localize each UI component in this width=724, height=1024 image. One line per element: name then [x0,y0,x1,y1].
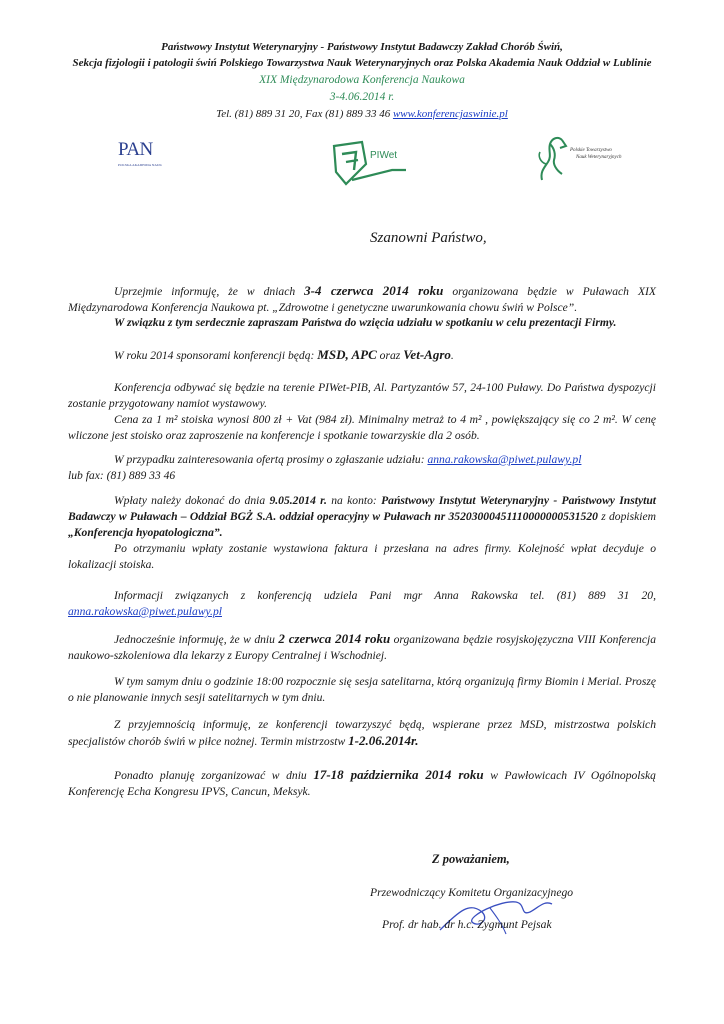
text-span: W przypadku zainteresowania ofertą prosimy o zgłaszanie udziału: [114,453,428,466]
pan-logo [118,140,162,176]
contact-phone-fax: Tel. (81) 889 31 20, Fax (81) 889 33 46 [216,108,393,120]
paragraph-registration [68,452,656,468]
ptnw-logo-line2: Nauk Weterynaryjnych [576,155,622,160]
text-span: Z przyjemnością informuję, ze konferencji towarzyszyć będą, wspierane przez MSD, mistrzostwa polskich specjalistów chorób świń w piłce nożnej. Termin mistrzostw [68,718,656,748]
paragraph-info-contact [68,588,656,620]
paragraph-invite-firms: W związku z tym serdecznie zapraszam Państwa do wzięcia udziału w spotkaniu w celu prezentacji Firmy. [114,316,617,329]
sponsor-vetagro: Vet-Agro [403,347,451,362]
signatory-name: Prof. dr hab. dr h.c. Zygmunt Pejsak [382,918,552,931]
text-span: Uprzejmie informuję, że w dniach [114,285,305,298]
greeting: Szanowni Państwo, [370,230,487,246]
text-span: oraz [376,349,404,362]
paragraph-invitation [68,283,656,316]
email-link[interactable]: anna.rakowska@piwet.pulawy.pl [427,453,582,466]
paragraph-sponsors [68,347,656,364]
closing-text: Z poważaniem, [432,852,510,866]
signatory-role: Przewodniczący Komitetu Organizacyjnego [370,886,574,899]
horse-icon [536,134,572,184]
sponsors-msd-apc: MSD, APC [317,347,377,362]
paragraph-football [68,717,656,750]
text-span: . [450,349,454,362]
text-span: na konto: [326,494,382,507]
paragraph-satellite-session: W tym samym dniu o godzinie 18:00 rozpocznie się sesja satelitarna, którą organizują firmy Biomin i Merial. Proszę o nie planowanie innych sesji satelitarnych w tym dniu. [68,675,656,704]
paragraph-fax: lub fax: (81) 889 33 46 [68,469,176,482]
text-span: organizowana będzie rosyjskojęzyczna VIII Konferencja naukowo-szkoleniowa dla lekarzy z Europy Centralnej i Wschodniej. [68,633,657,662]
paragraph-invoice: Po otrzymaniu wpłaty zostanie wystawiona faktura i przesłana na adres firmy. Kolejność wpłat decyduje o lokalizacji stoiska. [68,542,656,571]
ipvs-dates: 17-18 października 2014 roku [313,767,484,782]
text-span: Jednocześnie informuję, że w dniu [114,633,279,646]
handwritten-signature [430,890,560,940]
text-span: organizowana będzie w Puławach XIX Międzynarodowa Konferencja Naukowa pt. „Zdrowotne i genetyczne uwarunkowania chowu świń w Polsce”. [68,285,656,314]
piwet-logo-text: PIWet [370,150,398,161]
ptnw-logo [536,134,636,184]
bank-account: Państwowy Instytut Weterynaryjny - Państwowy Instytut Badawczy w Puławach – Oddział BGŻ S.A. oddział operacyjny w Puławach nr 35203000451110000000531520 [68,494,656,523]
email-link-2[interactable]: anna.rakowska@piwet.pulawy.pl [68,605,222,618]
text-span: z dopiskiem [597,510,656,523]
header-contact [0,108,724,120]
text-span: Informacji związanych z konferencją udziela Pani mgr Anna Rakowska tel. (81) 889 31 20, [114,589,656,602]
payment-note: „Konferencja hyopatologiczna”. [68,526,223,539]
piwet-logo [332,140,408,188]
piwet-logo-mark [332,140,408,188]
football-dates: 1-2.06.2014r. [348,733,419,748]
ptnw-logo-line1: Polskie Towarzystwo [570,148,612,153]
pan-logo-subtext: POLSKA AKADEMIA NAUK [118,163,162,167]
website-link[interactable]: www.konferencjaswinie.pl [392,108,508,120]
header-section: Sekcja fizjologii i patologii świń Polskiego Towarzystwa Nauk Weterynaryjnych oraz Polska Akademia Nauk Oddział w Lublinie [72,57,652,69]
text-span: Ponadto planuję zorganizować w dniu [114,769,314,782]
header-dates: 3-4.06.2014 r. [329,91,395,103]
paragraph-location: Konferencja odbywać się będzie na terenie PIWet-PIB, Al. Partyzantów 57, 24-100 Puławy. Do Państwa dyspozycji zostanie przygotowany namiot wystawowy. [68,381,656,410]
text-span: w Pawłowicach IV Ogólnopolską Konferencję Echa Kongresu IPVS, Cancun, Meksyk. [68,769,656,798]
paragraph-ipvs [68,767,656,800]
payment-deadline: 9.05.2014 r. [269,494,327,507]
russian-conference-date: 2 czerwca 2014 roku [278,631,391,646]
text-span: Wpłaty należy dokonać do dnia [114,494,270,507]
header-institute: Państwowy Instytut Weterynaryjny - Państwowy Instytut Badawczy Zakład Chorób Świń, [161,41,563,53]
header-conference: XIX Międzynarodowa Konferencja Naukowa [259,74,465,86]
pan-logo-text: PAN [118,139,153,160]
paragraph-russian-conference [68,631,656,664]
paragraph-payment [68,493,656,541]
text-span: W roku 2014 sponsorami konferencji będą: [114,349,318,362]
conference-dates: 3-4 czerwca 2014 roku [304,283,444,298]
closing [432,852,510,867]
paragraph-price: Cena za 1 m² stoiska wynosi 800 zł + Vat (984 zł). Minimalny metraż to 4 m² , powiększający się co 2 m². W cenę wliczone jest stoisko oraz zaproszenie na konferencje i spotkanie towarzyskie dla 2 osób. [68,413,656,442]
